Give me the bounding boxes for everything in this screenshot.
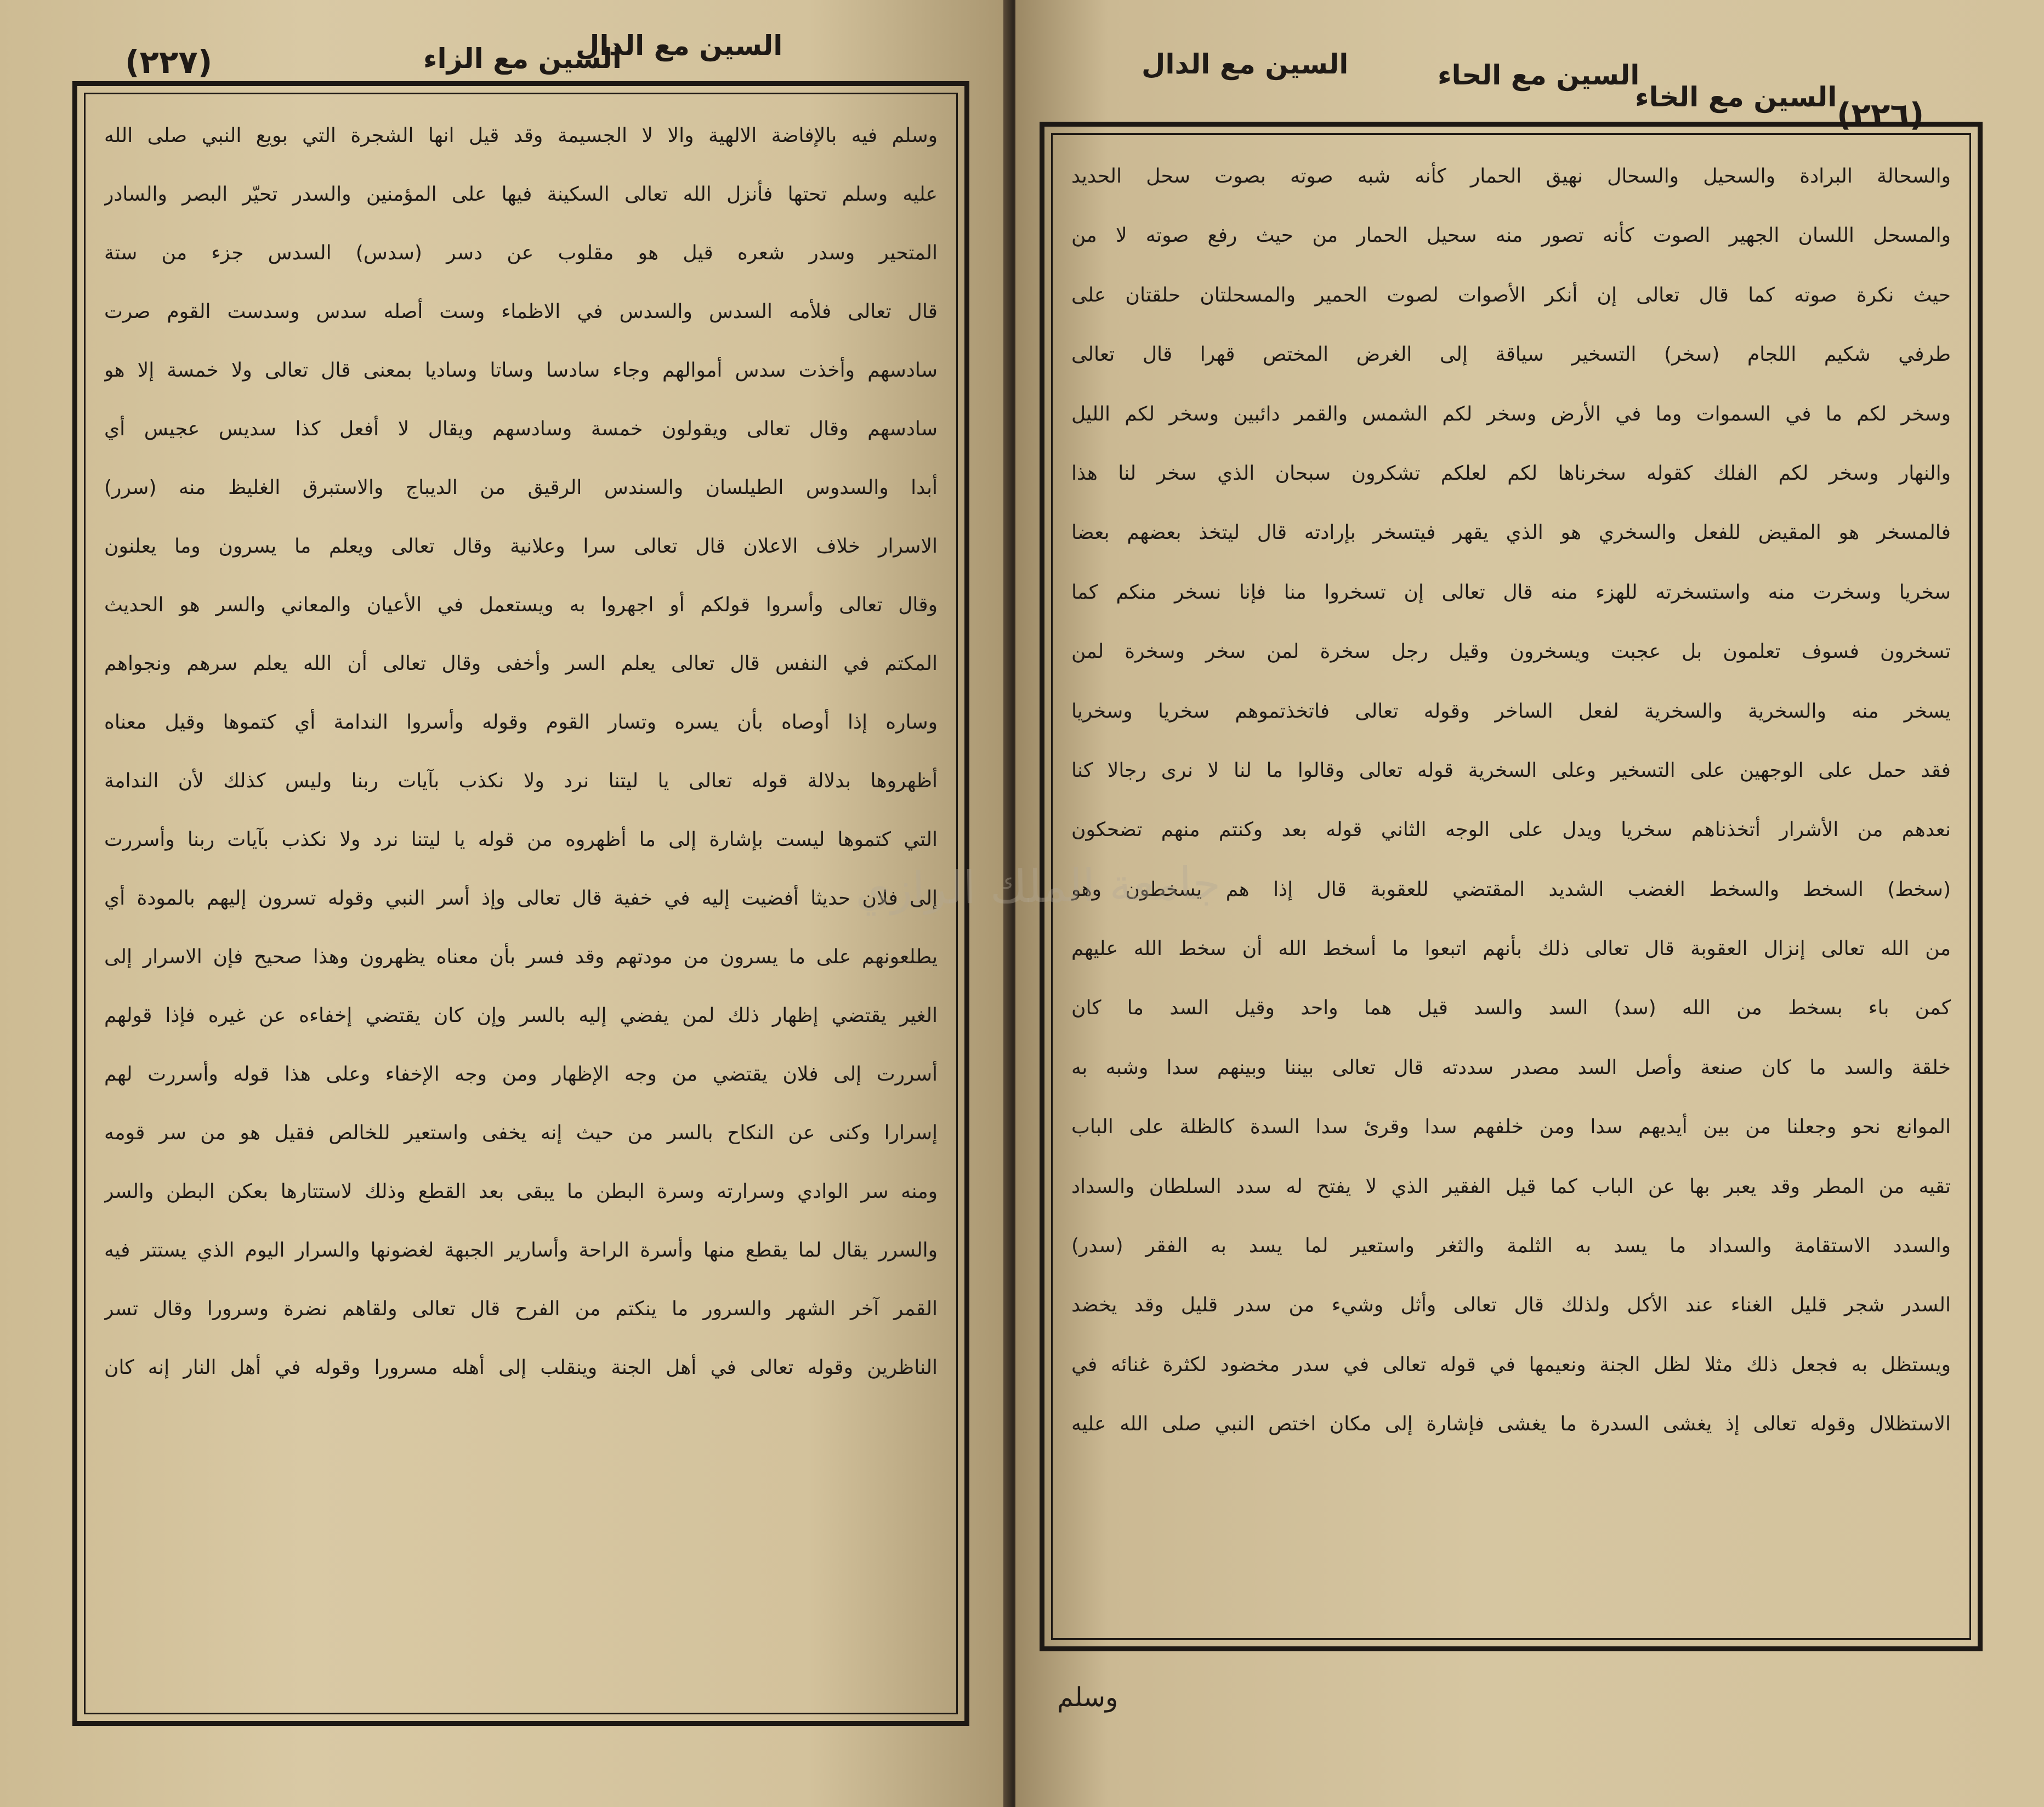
text-line: فالمسخر هو المقيض للفعل والسخري هو الذي يقهر فيتسخر بإرادته قال ليتخذ بعضهم بعضا — [1071, 521, 1951, 544]
running-head: السين مع الحاء — [1438, 59, 1640, 91]
text-line: قال تعالى فلأمه السدس والسدس في الاظماء وست أصله سدس وسدست القوم صرت — [104, 300, 938, 323]
text-line: الاستظلال وقوله تعالى إذ يغشى السدرة ما يغشى فإشارة إلى مكان اختص النبي صلى الله عليه — [1071, 1413, 1951, 1436]
text-line: سادسهم وقال تعالى ويقولون خمسة وسادسهم ويقال لا أفعل كذا سديس عجيس أي — [104, 418, 938, 440]
text-line: القمر آخر الشهر والسرور ما ينكتم من الفرح قال تعالى ولقاهم نضرة وسرورا وقال تسر — [104, 1298, 938, 1320]
page-number: (٢٢٧) — [125, 43, 213, 81]
text-line: خلقة والسد ما كان صنعة وأصل السد مصدر سددته قال تعالى بيننا وبينهم سدا وشبه به — [1071, 1056, 1951, 1079]
text-line: السدر شجر قليل الغناء عند الأكل ولذلك قال تعالى وأثل وشيء من سدر قليل وقد يخضد — [1071, 1294, 1951, 1317]
text-block — [84, 93, 958, 1714]
text-line: والسرر يقال لما يقطع منها وأسرة الراحة وأسارير الجبهة لغضونها والسرار اليوم الذي يستتر فيه — [104, 1239, 938, 1262]
text-line: والسحالة البرادة والسحيل والسحال نهيق الحمار كأنه شبه صوته بصوت سحل الحديد — [1071, 165, 1951, 187]
text-line: الغير يقتضي إظهار ذلك لمن يفضي إليه بالسر وإن كان يقتضي إخفاءه عن غيره فإذا قولهم — [104, 1004, 938, 1027]
text-line: إلى فلان حديثا أفضيت إليه في خفية قال تعالى وإذ أسر النبي وقوله تسرون إليهم بالمودة أي — [104, 887, 938, 910]
text-line: الناظرين وقوله تعالى في أهل الجنة وينقلب إلى أهله مسرورا وقوله في أهل النار إنه كان — [104, 1356, 938, 1379]
text-line: وساره إذا أوصاه بأن يسره وتسار القوم وقوله وأسروا الندامة أي كتموها وقيل معناه — [104, 711, 938, 734]
running-head: السين مع الدال — [576, 30, 783, 61]
text-line: ويستظل به فجعل ذلك مثلا لظل الجنة ونعيمها في قوله تعالى في سدر مخضود لكثرة غنائه في — [1071, 1353, 1951, 1376]
running-head: السين مع الخاء — [1635, 81, 1837, 113]
text-line: (سخط) السخط والسخط الغضب الشديد المقتضي للعقوبة قال إذا هم يسخطون وهو — [1071, 878, 1951, 901]
text-line: فقد حمل على الوجهين على التسخير وعلى السخرية قوله تعالى وقالوا ما لنا لا نرى رجالا كنا — [1071, 759, 1951, 782]
text-line: المتحير وسدر شعره قيل هو مقلوب عن دسر (سدس) السدس جزء من ستة — [104, 242, 938, 264]
running-head: السين مع الدال — [1142, 48, 1349, 80]
text-line: ومنه سر الوادي وسرارته وسرة البطن ما يبقى بعد القطع وذلك لاستتارها بعكن البطن والسر — [104, 1180, 938, 1203]
text-line: وقال تعالى وأسروا قولكم أو اجهروا به ويستعمل في الأعيان والمعاني والسر هو الحديث — [104, 594, 938, 616]
text-line: التي كتموها ليست بإشارة إلى ما أظهروه من قوله يا ليتنا نرد ولا نكذب بآيات ربنا وأسررت — [104, 828, 938, 851]
text-line: تسخرون فسوف تعلمون بل عجبت ويسخرون وقيل رجل سخرة لمن سخر وسخرة لمن — [1071, 640, 1951, 663]
text-line: طرفي شكيم اللجام (سخر) التسخير سياقة إلى الغرض المختص قهرا قال تعالى — [1071, 343, 1951, 366]
page-number: (٢٢٦) — [1837, 96, 1924, 133]
text-line: تقيه من المطر وقد يعبر بها عن الباب كما قيل الفقير الذي لا يفتح له سدد السلطان والسداد — [1071, 1175, 1951, 1198]
text-line: وسلم فيه بالإفاضة الالهية والا لا الجسيمة وقد قيل انها الشجرة التي بويع النبي صلى الله — [104, 124, 938, 147]
text-line: المكتم في النفس قال تعالى يعلم السر وأخفى وقال تعالى أن الله يعلم سرهم ونجواهم — [104, 652, 938, 675]
text-line: نعدهم من الأشرار أتخذناهم سخريا ويدل على الوجه الثاني قوله بعد وكنتم منهم تضحكون — [1071, 819, 1951, 842]
library-watermark: جامعة الملك الرازي — [855, 857, 1222, 916]
text-line: والمسحل اللسان الجهير الصوت كأنه تصور منه سحيل الحمار من حيث رفع صوته لا من — [1071, 224, 1951, 247]
text-line: سخريا وسخرت منه واستسخرته للهزء منه قال تعالى إن تسخروا منا فإنا نسخر منكم كما — [1071, 581, 1951, 604]
running-head: السين مع الزاء — [423, 43, 622, 75]
text-line: كمن باء بسخط من الله (سد) السد والسد قيل هما واحد وقيل السد ما كان — [1071, 997, 1951, 1020]
text-line: حيث نكرة صوته كما قال تعالى إن أنكر الأصوات لصوت الحمير والمسحلتان حلقتان على — [1071, 283, 1951, 306]
text-line: يطلعونهم على ما يسرون من مودتهم وقد فسر بأن معناه يظهرون وهذا صحيح فإن الاسرار إلى — [104, 946, 938, 968]
text-line: أبدا والسدوس الطيلسان والسندس الرقيق من الديباج والاستبرق الغليظ منه (سرر) — [104, 476, 938, 499]
catchword: وسلم — [1057, 1682, 1118, 1713]
text-line: والسدد الاستقامة والسداد ما يسد به الثلمة والثغر واستعير لما يسد به الفقر (سدر) — [1071, 1235, 1951, 1258]
text-line: الموانع نحو وجعلنا من بين أيديهم سدا ومن خلفهم سدا وقرئ سدا السدة كالظلة على الباب — [1071, 1116, 1951, 1139]
text-line: إسرارا وكنى عن النكاح بالسر من حيث إنه يخفى واستعير للخالص فقيل هو من سر قومه — [104, 1122, 938, 1144]
text-line: عليه وسلم تحتها فأنزل الله تعالى السكينة فيها على المؤمنين والسدر تحيّر البصر والسادر — [104, 183, 938, 206]
text-line: والنهار وسخر لكم الفلك كقوله سخرناها لكم لعلكم تشكرون سبحان الذي سخر لنا هذا — [1071, 462, 1951, 485]
text-line: يسخر منه والسخرية والسخرية لفعل الساخر وقوله تعالى فاتخذتموهم سخريا وسخريا — [1071, 700, 1951, 723]
text-line: أظهروها بدلالة قوله تعالى يا ليتنا نرد ولا نكذب بآيات ربنا وليس كذلك لأن الندامة — [104, 770, 938, 792]
text-line: وسخر لكم ما في السموات وما في الأرض وسخر لكم الشمس والقمر دائبين وسخر لكم الليل — [1071, 402, 1951, 425]
text-line: الاسرار خلاف الاعلان قال تعالى سرا وعلانية وقال تعالى ويعلم ما يسرون وما يعلنون — [104, 535, 938, 558]
text-line: من الله تعالى إنزال العقوبة قال تعالى ذلك بأنهم اتبعوا ما أسخط الله أن سخط الله عليهم — [1071, 937, 1951, 961]
text-frame — [72, 81, 969, 1726]
text-line: أسررت إلى فلان يقتضي من وجه الإظهار ومن وجه الإخفاء وعلى هذا قوله وأسررت لهم — [104, 1063, 938, 1086]
text-line: سادسهم وأخذت سدس أموالهم وجاء سادسا وساتا وساديا بمعنى قال تعالى ولا خمسة إلا هو — [104, 359, 938, 382]
